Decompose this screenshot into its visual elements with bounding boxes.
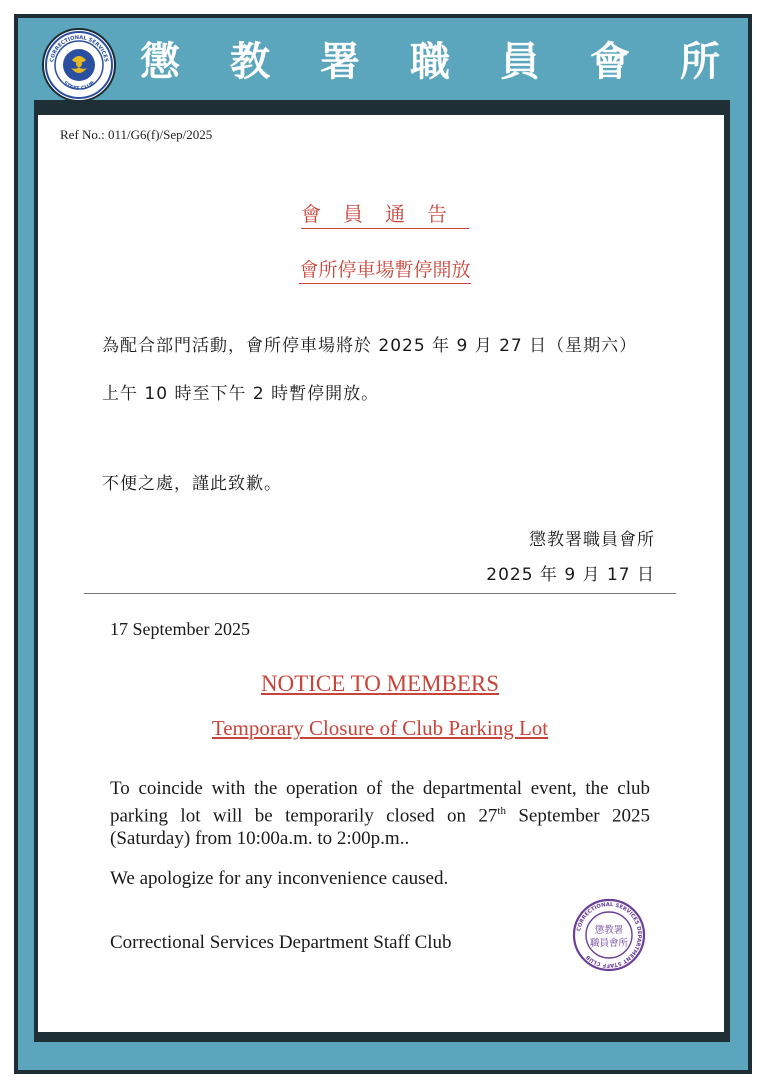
chinese-notice-subtitle [0,255,770,282]
reference-number: Ref No.: 011/G6(f)/Sep/2025 [60,127,213,142]
chinese-paragraph-line-1: 為配合部門活動，會所停車場將於 2025 年 9 月 27 日（星期六） [102,336,638,356]
english-paragraph-text-b: September 2025 (Saturday) from 10:00a.m. to 2:00p.m.. [110,805,650,850]
chinese-date: 2025 年 9 月 17 日 [486,565,655,585]
header-title-char: 會 [590,39,630,85]
logo-text-bottom: STAFF CLUB [61,80,97,93]
chinese-apology: 不便之處，謹此致歉。 [102,474,282,494]
english-paragraph-superscript: th [497,805,506,817]
logo-text-top: CORRECTIONAL SERVICES [49,34,109,63]
english-paragraph [110,777,650,850]
csd-staff-club-logo-icon [42,28,116,102]
header-title-char: 懲 [140,39,180,85]
english-date: 17 September 2025 [110,619,250,639]
header-title-char: 所 [680,39,720,85]
header-title-char: 員 [500,39,540,85]
stamp-ring-text: CORRECTIONAL SERVICES DEPARTMENT STAFF CLUB [576,901,643,969]
chinese-notice-subtitle-text: 會所停車場暫停開放 [299,259,470,284]
english-paragraph-text-a: To coincide with the operation of the departmental event, the club parking lot will be temporarily closed on 27 [110,778,650,827]
stamp-center-line-2: 職員會所 [589,938,629,949]
section-divider [84,593,676,594]
header-title-char: 教 [230,39,270,85]
english-signature: Correctional Services Department Staff Club [110,932,452,953]
stamp-center-line-1: 懲教署 [594,925,624,936]
chinese-notice-title-text: 會員通告 [301,202,469,229]
chinese-paragraph-line-2: 上午 10 時至下午 2 時暫停開放。 [102,384,380,404]
english-notice-subtitle: Temporary Closure of Club Parking Lot [211,716,549,740]
chinese-notice-title [0,198,770,227]
english-apology: We apologize for any inconvenience caused. [110,868,449,889]
header-title-char: 職 [410,39,450,85]
english-notice-title: NOTICE TO MEMBERS [260,671,500,696]
club-seal-stamp-icon [572,898,646,972]
header-title-char: 署 [320,39,360,85]
chinese-signature: 懲教署職員會所 [529,530,655,550]
header-title [140,30,720,87]
